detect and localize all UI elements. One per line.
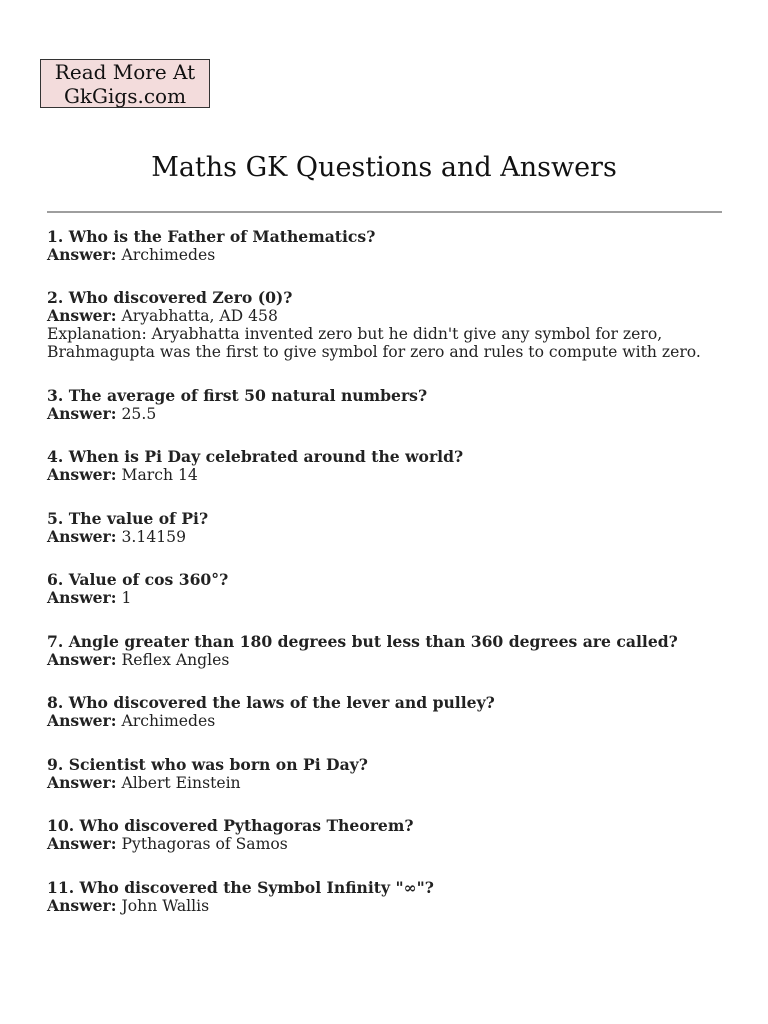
answer-line [47, 712, 737, 730]
answer-line [47, 897, 737, 915]
answer-label: Answer: [47, 465, 117, 484]
answer-label: Answer: [47, 306, 117, 325]
badge-line-2: GkGigs.com [63, 84, 187, 108]
question-text: 5. The value of Pi? [47, 509, 209, 528]
answer-line [47, 466, 737, 484]
question-text: 10. Who discovered Pythagoras Theorem? [47, 816, 414, 835]
answer-line [47, 589, 737, 607]
answer-line [47, 246, 737, 264]
qa-item-2 [47, 289, 737, 361]
question-text: 1. Who is the Father of Mathematics? [47, 227, 376, 246]
answer-line [47, 651, 737, 669]
answer-label: Answer: [47, 650, 117, 669]
answer-line [47, 528, 737, 546]
question-text: 2. Who discovered Zero (0)? [47, 288, 293, 307]
qa-item-10 [47, 817, 737, 853]
title-divider [47, 211, 722, 213]
answer-label: Answer: [47, 527, 117, 546]
explanation-line-2: Brahmagupta was the first to give symbol for zero and rules to compute with zero. [47, 343, 701, 361]
answer-label: Answer: [47, 404, 117, 423]
read-more-badge[interactable] [40, 59, 210, 108]
answer-text: 25.5 [121, 405, 157, 423]
badge-line-1: Read More At [54, 60, 196, 84]
page-title: Maths GK Questions and Answers [151, 152, 617, 183]
answer-text: Albert Einstein [121, 774, 241, 792]
qa-item-8 [47, 694, 737, 730]
question-text: 4. When is Pi Day celebrated around the world? [47, 447, 464, 466]
answer-text: Reflex Angles [121, 651, 230, 669]
question-text: 7. Angle greater than 180 degrees but less than 360 degrees are called? [47, 632, 678, 651]
answer-line [47, 774, 737, 792]
answer-text: Aryabhatta, AD 458 [121, 307, 278, 325]
answer-label: Answer: [47, 588, 117, 607]
answer-text: March 14 [121, 466, 198, 484]
qa-item-6 [47, 571, 737, 607]
qa-item-3 [47, 387, 737, 423]
answer-text: Pythagoras of Samos [121, 835, 288, 853]
question-text: 3. The average of first 50 natural numbers? [47, 386, 428, 405]
answer-label: Answer: [47, 834, 117, 853]
qa-item-11 [47, 879, 737, 915]
question-text: 6. Value of cos 360°? [47, 570, 229, 589]
answer-text: 3.14159 [121, 528, 186, 546]
answer-text: Archimedes [121, 246, 216, 264]
answer-line [47, 307, 737, 325]
question-text: 9. Scientist who was born on Pi Day? [47, 755, 368, 774]
question-text: 8. Who discovered the laws of the lever and pulley? [47, 693, 495, 712]
qa-item-7 [47, 633, 737, 669]
answer-text: 1 [121, 589, 132, 607]
qa-item-4 [47, 448, 737, 484]
qa-item-9 [47, 756, 737, 792]
answer-label: Answer: [47, 773, 117, 792]
answer-label: Answer: [47, 711, 117, 730]
explanation-line-1: Explanation: Aryabhatta invented zero but he didn't give any symbol for zero, [47, 325, 663, 343]
qa-item-1 [47, 228, 737, 264]
answer-label: Answer: [47, 896, 117, 915]
answer-text: Archimedes [121, 712, 216, 730]
answer-text: John Wallis [121, 897, 210, 915]
question-text: 11. Who discovered the Symbol Infinity "∞"? [47, 878, 434, 897]
qa-item-5 [47, 510, 737, 546]
answer-label: Answer: [47, 245, 117, 264]
answer-line [47, 835, 737, 853]
answer-line [47, 405, 737, 423]
